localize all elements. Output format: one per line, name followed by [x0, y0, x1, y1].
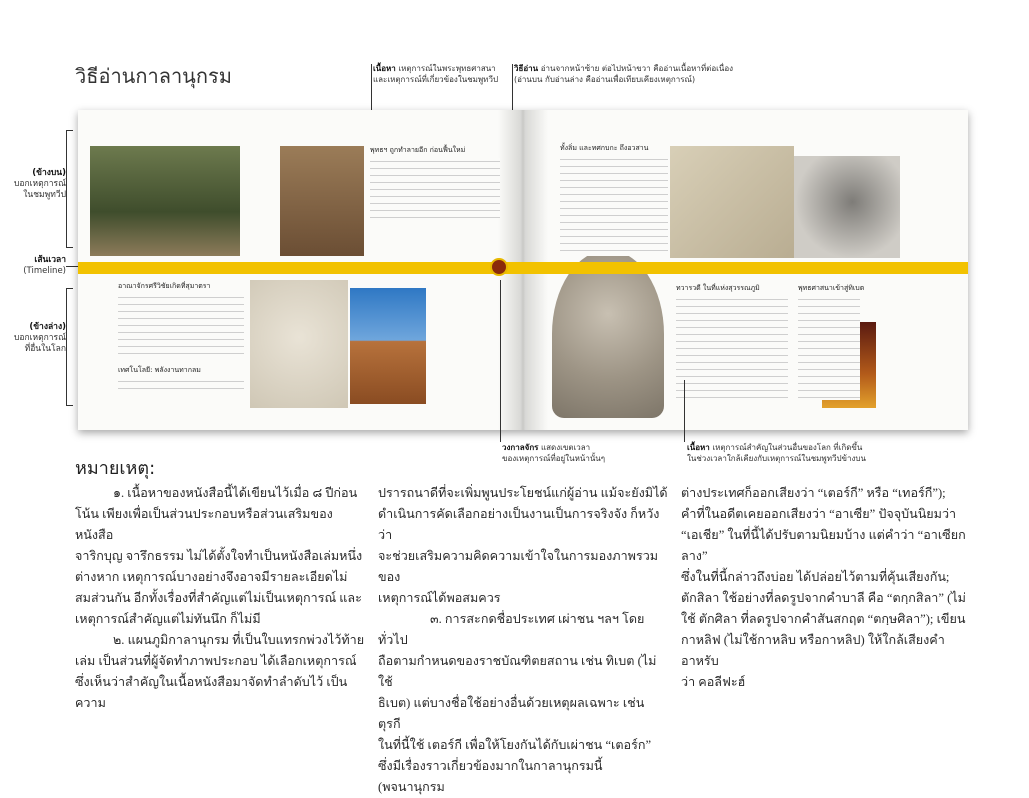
left-bottom-title1: อาณาจักรศรีวิชัยเกิดที่สุมาตรา [118, 282, 211, 290]
right-top-body [560, 156, 668, 256]
callout-bottom-text: เหตุการณ์สำคัญในส่วนอื่นของโลก ที่เกิดขึ้น [712, 443, 863, 452]
notes-line: ซึ่งมีเรื่องราวเกี่ยวข้องมากในกาลานุกรมนี้ (พจนานุกรม [378, 759, 603, 794]
notes-line: “เอเชีย” ในที่นี้ได้ปรับตามนิยมบ้าง แต่คำว่า “อาเซียกลาง” [681, 528, 966, 563]
notes-line: โน้น เพียงเพื่อเป็นส่วนประกอบหรือส่วนเสริมของหนังสือ [75, 507, 333, 542]
left-top-title: พุทธฯ ถูกทำลายอีก ก่อนฟื้นใหม่ [370, 146, 466, 154]
book-spread [78, 110, 968, 430]
callout-wheel-bold: วงกาลจักร [502, 443, 539, 452]
page-title: วิธีอ่านกาลานุกรม [75, 64, 232, 88]
bracket-top [66, 130, 73, 248]
callout-wheel-text2: ของเหตุการณ์ที่อยู่ในหน้านั้นๆ [502, 454, 606, 463]
notes-line: ถือตามกำหนดของราชบัณฑิตยสถาน เช่น ทิเบต (ไม่ใช้ [378, 654, 657, 689]
notes-line: ปรารถนาดีที่จะเพิ่มพูนประโยชน์แก่ผู้อ่าน แม้จะยังมิได้ [378, 486, 668, 500]
notes-line: ตักสิลา ใช้อย่างที่ลดรูปจากคำบาลี คือ “ตกฺกสิลา” (ไม่ [681, 591, 966, 605]
callout-bottom [687, 442, 927, 464]
notes-line: จาริกบุญ จารึกธรรม ไม่ได้ตั้งใจทำเป็นหนังสือเล่มหนึ่ง [75, 549, 363, 563]
mud-tower-photo [350, 288, 426, 404]
left-top-body [370, 158, 500, 218]
callout-bottom-line [684, 380, 685, 442]
notes-column-2 [378, 483, 668, 798]
callout-wheel [502, 442, 662, 464]
notes-column-1 [75, 483, 365, 714]
right-top-title: ทั้งลิ่ม และทศกบกะ ถึงอวสาน [560, 144, 649, 152]
callout-content-bold: เนื้อหา [373, 64, 396, 73]
side-label-bottom-line2: ที่อื่นในโลก [24, 344, 66, 354]
side-label-timeline [4, 255, 66, 277]
notes-line: ดำเนินการคัดเลือกอย่างเป็นงานเป็นการจริงจัง ก็หวังว่า [378, 507, 660, 542]
callout-howto-text: อ่านจากหน้าซ้าย ต่อไปหน้าขวา คืออ่านเนื้อหาที่ต่อเนื่อง [540, 64, 734, 73]
left-bottom-body2 [118, 378, 244, 394]
side-label-bottom-bold: (ข้างล่าง) [29, 322, 66, 332]
notes-line: ต่างหาก เหตุการณ์บางอย่างจึงอาจมีรายละเอียดไม่ [75, 570, 348, 584]
side-label-timeline-bold: เส้นเวลา [34, 255, 66, 265]
india-map-image [670, 146, 794, 258]
callout-bottom-text2: ในช่วงเวลาใกล้เคียงกับเหตุการณ์ในชมพูทวีปข้างบน [687, 454, 866, 463]
left-bottom-body1 [118, 294, 244, 358]
side-label-top-line2: ในชมพูทวีป [23, 190, 66, 200]
statue-photo [794, 156, 900, 258]
timeline-bar [78, 262, 968, 274]
notes-heading: หมายเหตุ: [75, 458, 156, 479]
kalachakra-wheel-icon [490, 258, 508, 276]
callout-wheel-text: แสดงเขตเวลา [541, 443, 591, 452]
side-label-timeline-line: (Timeline) [23, 266, 66, 276]
right-bottom-body1 [676, 296, 788, 404]
notes-line: ต่างประเทศก็ออกเสียงว่า “เตอร์กี” หรือ “เทอร์กี”); [681, 486, 946, 500]
notes-line: ธิเบต) แต่บางชื่อใช้อย่างอื่นด้วยเหตุผลเฉพาะ เช่น ตุรกี [378, 696, 645, 731]
notes-line: ในที่นี้ใช้ เตอร์กี เพื่อให้โยงกันได้กับเผ่าชน “เตอร์ก” [378, 738, 652, 752]
notes-line: เล่ม เป็นส่วนที่ผู้จัดทำภาพประกอบ ได้เลือกเหตุการณ์ [75, 654, 357, 668]
callout-howto-bold: วิธีอ่าน [514, 64, 539, 73]
callout-content-text: เหตุการณ์ในพระพุทธศาสนา [398, 64, 496, 73]
side-label-bottom-line1: บอกเหตุการณ์ [13, 333, 66, 343]
dharma-wheel-photo [552, 250, 664, 418]
notes-line: ๓. การสะกดชื่อประเทศ เผ่าชน ฯลฯ โดยทั่วไป [378, 612, 645, 647]
notes-line: ๒. แผนภูมิกาลานุกรม ที่เป็นใบแทรกพ่วงไว้ท้าย [113, 633, 365, 647]
left-bottom-title2: เทศโนโลยี: พลังงานทากลม [118, 366, 201, 374]
tree-photo [90, 146, 240, 256]
side-label-top-line1: บอกเหตุการณ์ [13, 179, 66, 189]
callout-wheel-line [500, 280, 501, 442]
notes-line: สมส่วนกัน อีกทั้งเรื่องที่สำคัญแต่ไม่เป็นเหตุการณ์ และ [75, 591, 362, 605]
callout-content [373, 63, 513, 85]
notes-line: ว่า คอลีฟะฮ์ [681, 675, 746, 689]
notes-line: กาหลิฟ (ไม่ใช้กาหลิบ หรือกาหลิป) ให้ใกล้เสียงคำอาหรับ [681, 633, 945, 668]
notes-line: จะช่วยเสริมความคิดความเข้าใจในการมองภาพรวมของ [378, 549, 659, 584]
right-bottom-title2: พุทธศาสนาเข้าสู่ทิเบต [798, 284, 865, 292]
bracket-bottom [66, 288, 73, 406]
notes-line: เหตุการณ์ได้พอสมควร [378, 591, 501, 605]
side-label-top [4, 168, 66, 201]
notes-line: ใช้ ตักศิลา ที่ลดรูปจากคำสันสกฤต “ตกฺษศิลา”); เขียน [681, 612, 966, 626]
notes-column-3 [681, 483, 981, 693]
callout-bottom-bold: เนื้อหา [687, 443, 710, 452]
side-label-bottom [4, 322, 66, 355]
notes-line: ๑. เนื้อหาของหนังสือนี้ได้เขียนไว้เมื่อ ๘ ปีก่อน [113, 486, 358, 500]
notes-line: เหตุการณ์สำคัญแต่ไม่ทันนึก ก็ไม่มี [75, 612, 261, 626]
stupa-photo [280, 146, 364, 256]
callout-howto-text2: (อ่านบน กับอ่านล่าง คืออ่านเพื่อเทียบเคียงเหตุการณ์) [514, 75, 696, 84]
notes-line: ซึ่งเห็นว่าสำคัญในเนื้อหนังสือมาจัดทำลำดับไว้ เป็นความ [75, 675, 348, 710]
callout-content-text2: และเหตุการณ์ที่เกี่ยวข้องในชมพูทวีป [373, 75, 499, 84]
asia-map-image [250, 280, 348, 408]
right-bottom-title1: ทวารวดี ในที่แห่งสุวรรณภูมิ [676, 284, 760, 292]
notes-line: คำที่ในอดีตเคยออกเสียงว่า “อาเซีย” ปัจจุบันนิยมว่า [681, 507, 957, 521]
notes-line: ซึ่งในที่นี้กล่าวถึงบ่อย ได้ปล่อยไว้ตามที่คุ้นเสียงกัน; [681, 570, 950, 584]
right-bottom-body2 [798, 296, 860, 400]
callout-howto [514, 63, 744, 85]
side-label-top-bold: (ข้างบน) [32, 168, 66, 178]
timeline-pointer [66, 266, 78, 267]
